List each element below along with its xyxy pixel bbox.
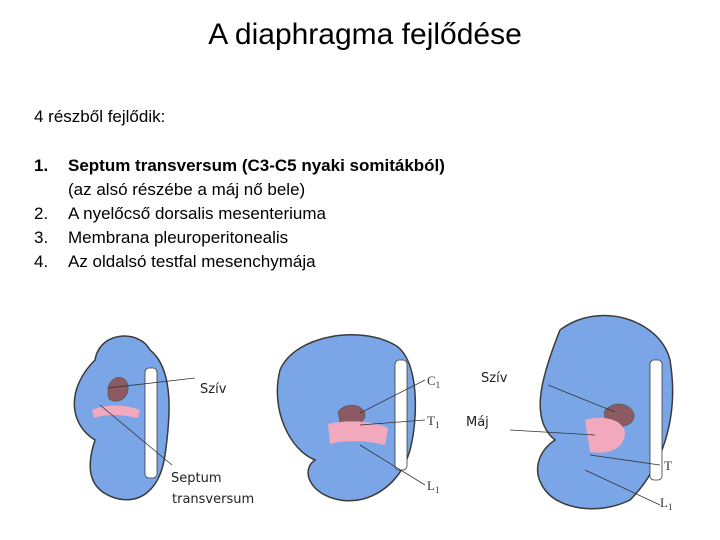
list-item-text: Az oldalsó testfal mesenchymája [68, 252, 316, 271]
marker-l1-right [660, 495, 672, 512]
marker-l1-middle [427, 478, 439, 495]
label-maj: Máj [466, 415, 489, 430]
marker-c1-sub: 1 [435, 380, 441, 390]
marker-t1-sub: 1 [434, 420, 440, 430]
label-sziv-left: Szív [200, 382, 227, 397]
embryo-late [510, 316, 673, 509]
page-title: A diaphragma fejlődése [208, 18, 522, 51]
marker-c1 [427, 373, 440, 390]
embryo-middle [277, 335, 425, 501]
list-item-text: Septum transversum (C3-C5 nyaki somitákból) [68, 156, 445, 175]
list-number: 1. [34, 156, 49, 175]
marker-t1 [427, 413, 439, 430]
list-number: 3. [34, 228, 49, 247]
marker-l1-right-letter: L [660, 495, 668, 510]
marker-t-right: T [664, 458, 672, 473]
marker-l1-right-sub: 1 [667, 502, 673, 512]
list-number: 2. [34, 204, 49, 223]
list-item-text: A nyelőcső dorsalis mesenteriuma [68, 204, 326, 223]
label-septum-line1: Septum [171, 471, 222, 486]
intro-text: 4 részből fejlődik: [34, 107, 166, 126]
list-item-text: Membrana pleuroperitonealis [68, 228, 289, 247]
list-item-subtext: (az alsó részébe a máj nő bele) [68, 180, 306, 199]
marker-l1-middle-sub: 1 [434, 485, 440, 495]
marker-l1-middle-letter: L [427, 478, 435, 493]
marker-c1-letter: C [427, 373, 436, 388]
label-sziv-right: Szív [481, 371, 508, 386]
label-septum-line2: transversum [172, 492, 255, 507]
marker-t1-letter: T [427, 413, 435, 428]
list-number: 4. [34, 252, 49, 271]
